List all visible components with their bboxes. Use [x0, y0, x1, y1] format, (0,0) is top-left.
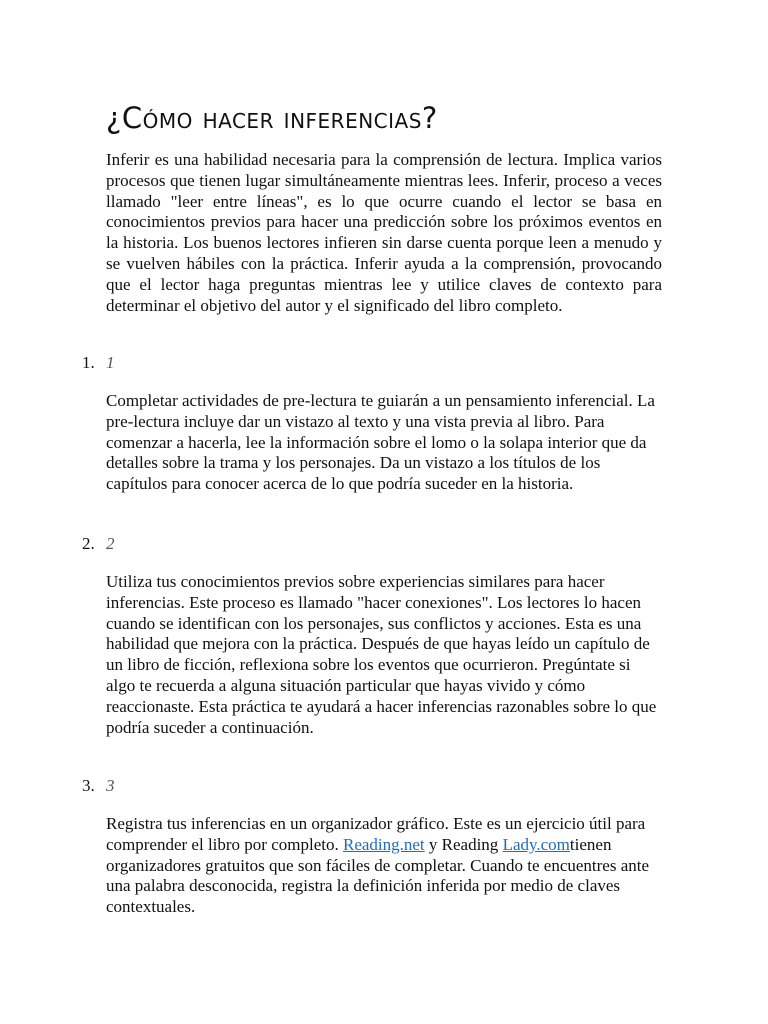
step-3-label: 3	[106, 776, 115, 795]
step-1-text: Completar actividades de pre-lectura te guiarán a un pensamiento inferencial. La pre-lectura incluye dar un vistazo al texto y una vista previa al libro. Para comenzar a hacerla, lee la información sobre el lomo o la solapa interior que da detalles sobre la trama y los personajes. Da un vistazo a los títulos de los capítulos para conocer acerca de lo que podría suceder en la historia.	[106, 391, 655, 494]
step-1-marker	[82, 353, 115, 373]
reading-net-link[interactable]: Reading.net	[342, 834, 425, 854]
step-2-number: 2.	[82, 534, 95, 553]
lady-com-link[interactable]: Lady.com	[502, 834, 570, 854]
intro-paragraph: Inferir es una habilidad necesaria para la comprensión de lectura. Implica varios procesos que tienen lugar simultáneamente mientras lees. Inferir, proceso a veces llamado "leer entre líneas", es lo que ocurre cuando el lector se basa en conocimientos previos para hacer una predicción sobre los próximos eventos en la historia. Los buenos lectores infieren sin darse cuenta porque leen a menudo y se vuelven hábiles con la práctica. Inferir ayuda a la comprensión, provocando que el lector haga preguntas mientras lee y utilice claves de contexto para determinar el objetivo del autor y el significado del libro completo.	[106, 150, 662, 315]
step-3-number: 3.	[82, 776, 95, 795]
step-1-number: 1.	[82, 353, 95, 372]
step-2-label: 2	[106, 534, 115, 553]
step-1-label: 1	[106, 353, 115, 372]
step-3-text-part2: y Reading	[424, 834, 503, 854]
step-3-text-part3: tienen organizadores gratuitos que son fáciles de completar. Cuando te encuentres ante una palabra desconocida, registra la definición inferida por medio de claves contextuales.	[106, 834, 650, 917]
step-2-text: Utiliza tus conocimientos previos sobre experiencias similares para hacer inferencias. Este proceso es llamado "hacer conexiones". Los lectores lo hacen cuando se identifican con los personajes, sus conflictos y acciones. Esta es una habilidad que mejora con la práctica. Después de que hayas leído un capítulo de un libro de ficción, reflexiona sobre los eventos que ocurrieron. Pregúntate si algo te recuerda a alguna situación particular que hayas vivido y cómo reaccionaste. Esta práctica te ayudará a hacer inferencias razonables sobre lo que podría suceder a continuación.	[106, 572, 657, 737]
page-title: ¿Cómo hacer inferencias?	[106, 101, 438, 135]
step-3-marker	[82, 776, 115, 796]
step-2-marker	[82, 534, 115, 554]
step-3-text	[106, 814, 662, 918]
step-3-text-part1: Registra tus inferencias en un organizador gráfico. Este es un ejercicio útil para comprender el libro por completo.	[106, 814, 646, 854]
